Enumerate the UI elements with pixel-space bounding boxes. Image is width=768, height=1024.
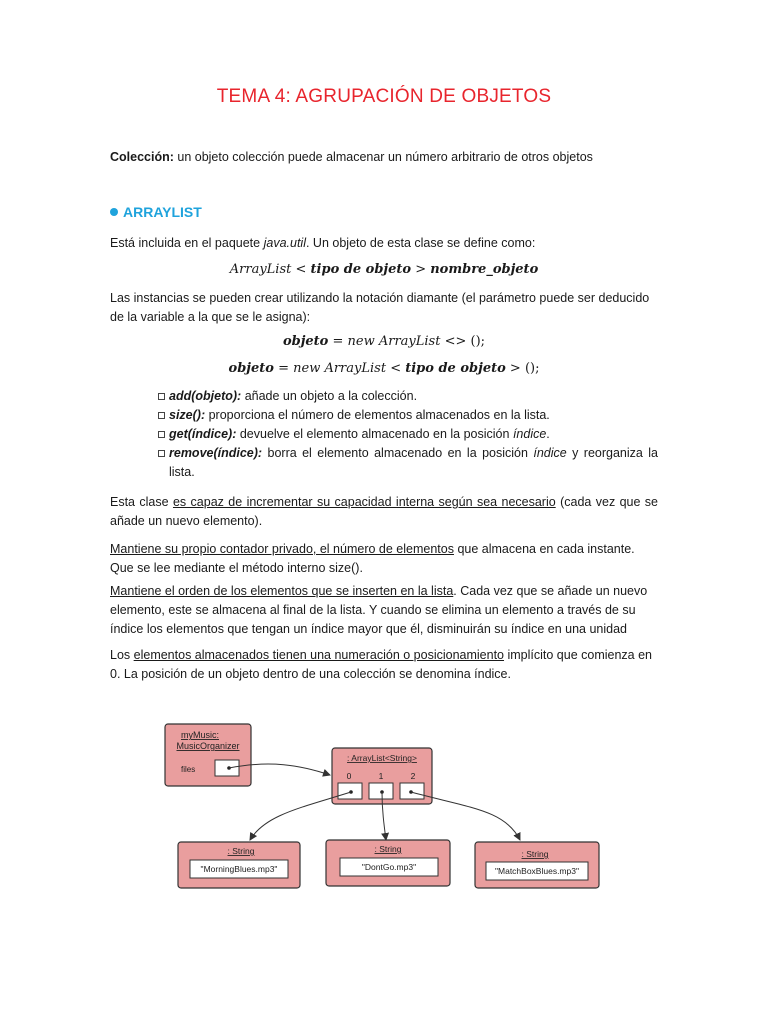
string-type-label: : String xyxy=(521,849,549,859)
index-label-1: 1 xyxy=(378,771,384,781)
string-object-3 xyxy=(475,842,599,888)
string-value: "DontGo.mp3" xyxy=(361,862,417,872)
method-desc: añade un objeto a la colección. xyxy=(241,389,418,403)
p4-text: que almacena en cada instante. Que se lee mediante el método interno size(). xyxy=(110,542,635,575)
method-param: índice xyxy=(512,427,547,441)
f2-rest: <> (); xyxy=(440,334,486,349)
p5-text: . Cada vez que se añade un nuevo elemento, este se almacena al final de la lista. Y cuando se elimina un elemento a través de su índice los elementos que tengan un índice mayor que él, disminuirán su índice en una unidad xyxy=(110,584,648,636)
f3-obj: objeto xyxy=(228,361,274,376)
index-label-2: 2 xyxy=(410,771,416,781)
p4-underlined: Mantiene su propio contador privado, el número de elementos xyxy=(110,542,454,556)
f3-kw: new ArrayList xyxy=(293,361,387,376)
method-name: get(índice): xyxy=(169,427,237,441)
method-name: size(): xyxy=(169,408,206,422)
f2-kw: new ArrayList xyxy=(347,334,441,349)
paragraph-diamond: Las instancias se pueden crear utilizando la notación diamante (el parámetro puede ser deducido de la variable a la que se le asigna): xyxy=(110,291,650,324)
method-name: add(objeto): xyxy=(169,389,242,403)
string-object-2 xyxy=(326,840,450,886)
p5-underlined: Mantiene el orden de los elementos que se inserten en la lista xyxy=(110,584,454,598)
method-name: remove(índice): xyxy=(169,446,263,460)
section-heading-text: ARRAYLIST xyxy=(123,204,202,220)
method-desc: devuelve el elemento almacenado en la posición xyxy=(236,427,513,441)
index-label-0: 0 xyxy=(346,771,352,781)
music-organizer-object xyxy=(165,724,251,786)
method-desc: borra el elemento almacenado en la posición xyxy=(262,446,534,460)
p6-text-a: Los xyxy=(110,648,134,662)
intro-term: Colección: xyxy=(110,150,174,164)
p1-text-a: Está incluida en el paquete xyxy=(110,236,264,250)
string-type-label: : String xyxy=(374,844,402,854)
p3-text-a: Esta clase xyxy=(110,495,173,509)
f2-eq: = xyxy=(328,334,348,349)
p3-underlined: es capaz de incrementar su capacidad interna según sea necesario xyxy=(172,495,556,509)
method-desc-end: . xyxy=(546,427,550,441)
f1-gt: > xyxy=(411,262,431,277)
f1-type: tipo de objeto xyxy=(310,262,412,277)
string-type-label: : String xyxy=(227,846,255,856)
f1-lt: < xyxy=(291,262,311,277)
f3-gt: > xyxy=(505,361,525,376)
f1-name: nombre_objeto xyxy=(430,262,539,277)
string-value: "MorningBlues.mp3" xyxy=(200,864,278,874)
f3-type: tipo de objeto xyxy=(405,361,506,376)
string-object-1 xyxy=(178,842,300,888)
p6-underlined: elementos almacenados tienen una numeración o posicionamiento xyxy=(133,648,505,662)
organizer-field: files xyxy=(181,765,196,774)
f3-lt: < xyxy=(386,361,406,376)
p3-text-b: (cada vez que se añade un nuevo elemento). xyxy=(110,495,659,528)
string-value: "MatchBoxBlues.mp3" xyxy=(495,866,579,876)
f3-rest: (); xyxy=(524,361,540,376)
organizer-name: myMusic: xyxy=(181,730,219,740)
organizer-class: MusicOrganizer xyxy=(176,741,240,751)
method-param: índice xyxy=(533,446,567,460)
files-slot xyxy=(215,760,239,776)
method-desc-end: y reorganiza la lista. xyxy=(169,446,658,479)
method-desc: proporciona el número de elementos almacenados en la lista. xyxy=(205,408,550,422)
f3-eq: = xyxy=(273,361,294,376)
arraylist-label: : ArrayList<String> xyxy=(347,753,417,763)
intro-text: un objeto colección puede almacenar un número arbitrario de otros objetos xyxy=(173,150,593,164)
f2-obj: objeto xyxy=(282,334,329,349)
f1-class: ArrayList xyxy=(229,262,292,277)
package-name: java.util xyxy=(263,236,306,250)
p6-text-b: implícito que comienza en 0. La posición de un objeto dentro de una colección se denomina índice. xyxy=(110,648,653,681)
page-title: TEMA 4: AGRUPACIÓN DE OBJETOS xyxy=(216,86,552,107)
p1-text-b: . Un objeto de esta clase se define como: xyxy=(305,236,536,250)
